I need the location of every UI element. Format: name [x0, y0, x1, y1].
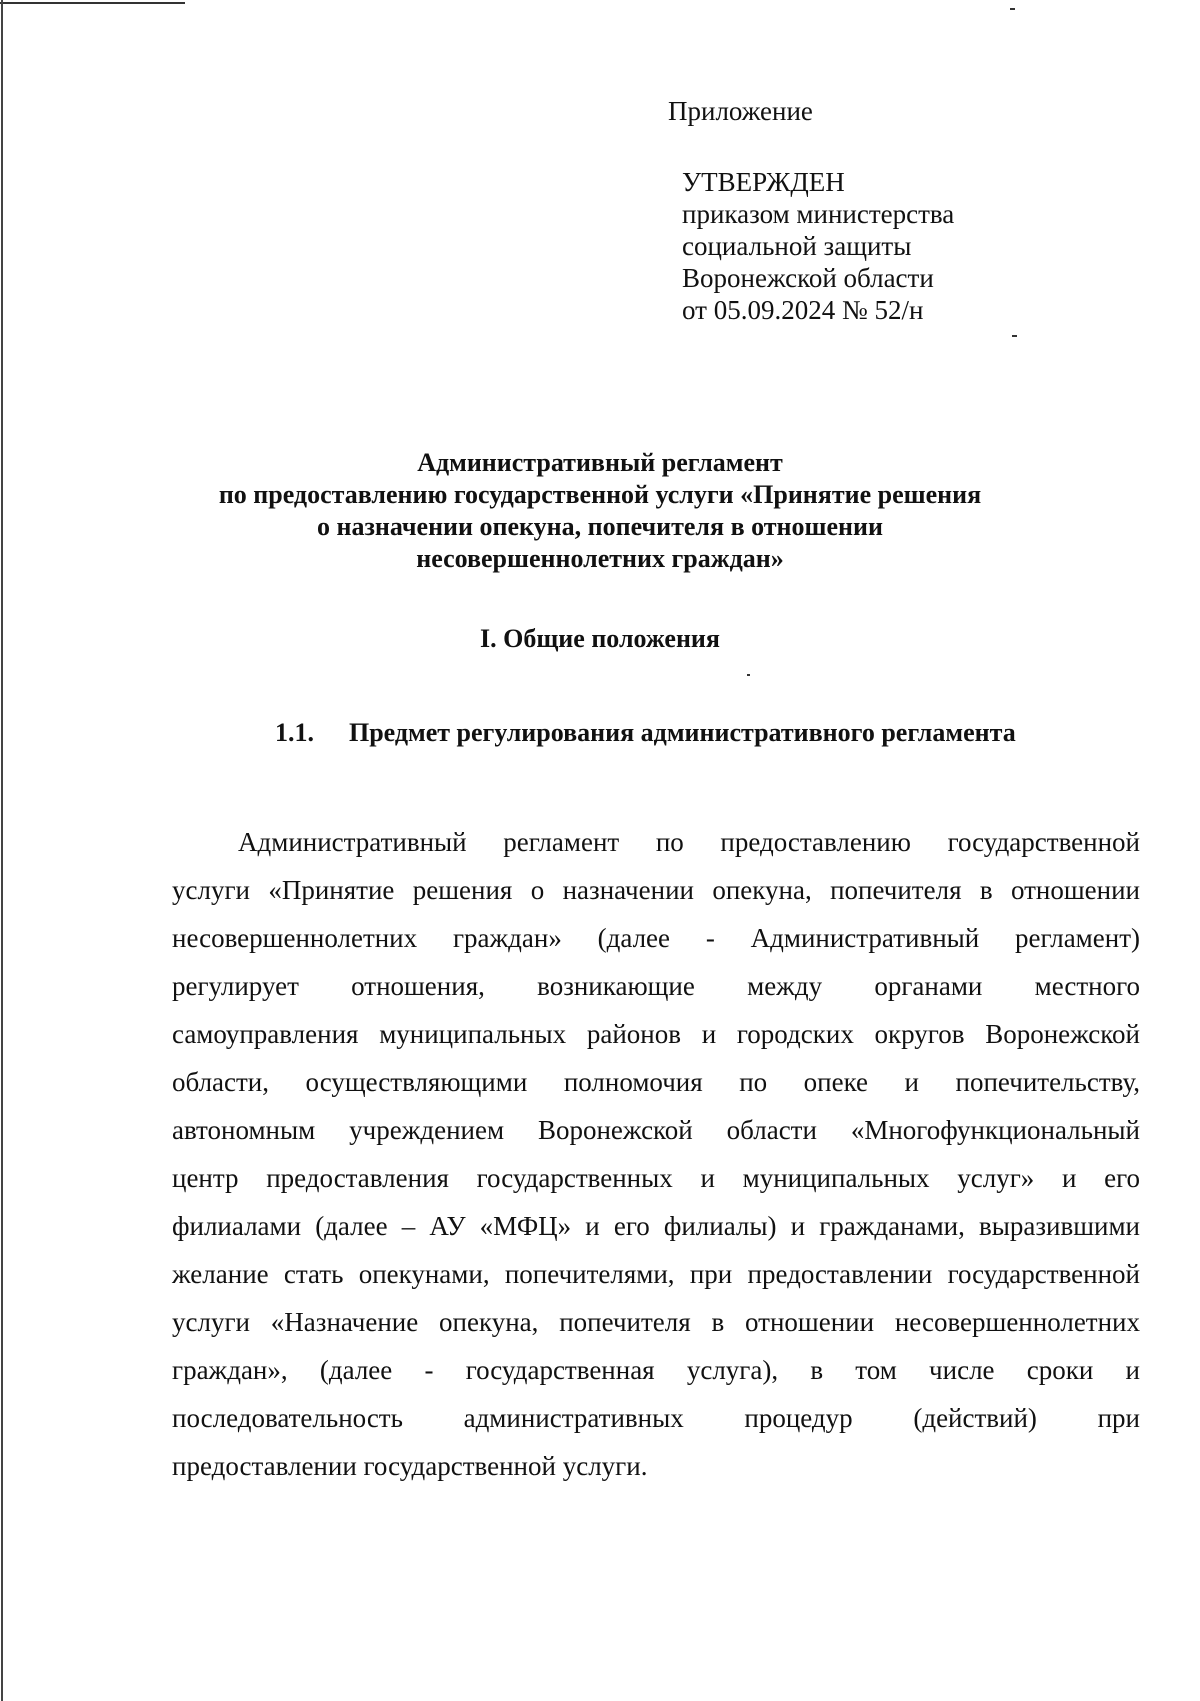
- section-heading: I. Общие положения: [480, 624, 720, 653]
- paragraph-line: граждан», (далее - государственная услуга), в том числе сроки и: [172, 1355, 1140, 1385]
- paragraph-line: последовательность административных процедур (действий) при: [172, 1403, 1140, 1433]
- paragraph-line: центр предоставления государственных и муниципальных услуг» и его: [172, 1163, 1140, 1193]
- paragraph-line: филиалами (далее – АУ «МФЦ» и его филиалы) и гражданами, выразившими: [172, 1211, 1140, 1241]
- scan-artifact-dot: [747, 674, 750, 676]
- subsection-number: 1.1.: [275, 718, 314, 747]
- approval-line: приказом министерства: [682, 199, 955, 229]
- paragraph-line: самоуправления муниципальных районов и городских округов Воронежской: [172, 1019, 1140, 1049]
- paragraph-line: предоставлении государственной услуги.: [172, 1451, 648, 1481]
- appendix-label: Приложение: [668, 96, 813, 126]
- approval-line: социальной защиты: [682, 231, 912, 261]
- paragraph-line: области, осуществляющими полномочия по опеке и попечительству,: [172, 1067, 1140, 1097]
- approval-stamp-block: [682, 166, 954, 326]
- scan-artifact-edge: [1, 0, 3, 1701]
- paragraph-line: услуги «Принятие решения о назначении опекуна, попечителя в отношении: [172, 875, 1140, 905]
- approval-line: Воронежской области: [682, 263, 934, 293]
- approval-line: от 05.09.2024 № 52/н: [682, 295, 924, 325]
- approval-line: УТВЕРЖДЕН: [682, 167, 845, 197]
- subsection-heading: [275, 718, 1016, 748]
- document-title: [150, 447, 1050, 575]
- paragraph-line: Административный регламент по предоставлению государственной: [238, 827, 1140, 857]
- scan-artifact-dot: [1010, 8, 1015, 10]
- paragraph-line: автономным учреждением Воронежской области «Многофункциональный: [172, 1115, 1140, 1145]
- title-line: о назначении опекуна, попечителя в отношении: [317, 512, 883, 541]
- scan-artifact-dot: [1012, 335, 1017, 337]
- paragraph-line: услуги «Назначение опекуна, попечителя в отношении несовершеннолетних: [172, 1307, 1140, 1337]
- title-line: по предоставлению государственной услуги «Принятие решения: [218, 480, 982, 509]
- scan-artifact-line: [0, 2, 185, 4]
- body-paragraph: [172, 818, 1140, 1490]
- paragraph-line: желание стать опекунами, попечителями, при предоставлении государственной: [172, 1259, 1140, 1289]
- paragraph-line: несовершеннолетних граждан» (далее - Административный регламент): [172, 923, 1140, 953]
- title-line: Административный регламент: [417, 448, 783, 477]
- paragraph-line: регулирует отношения, возникающие между органами местного: [172, 971, 1140, 1001]
- title-line: несовершеннолетних граждан»: [416, 544, 784, 573]
- subsection-title: Предмет регулирования административного регламента: [349, 718, 1016, 747]
